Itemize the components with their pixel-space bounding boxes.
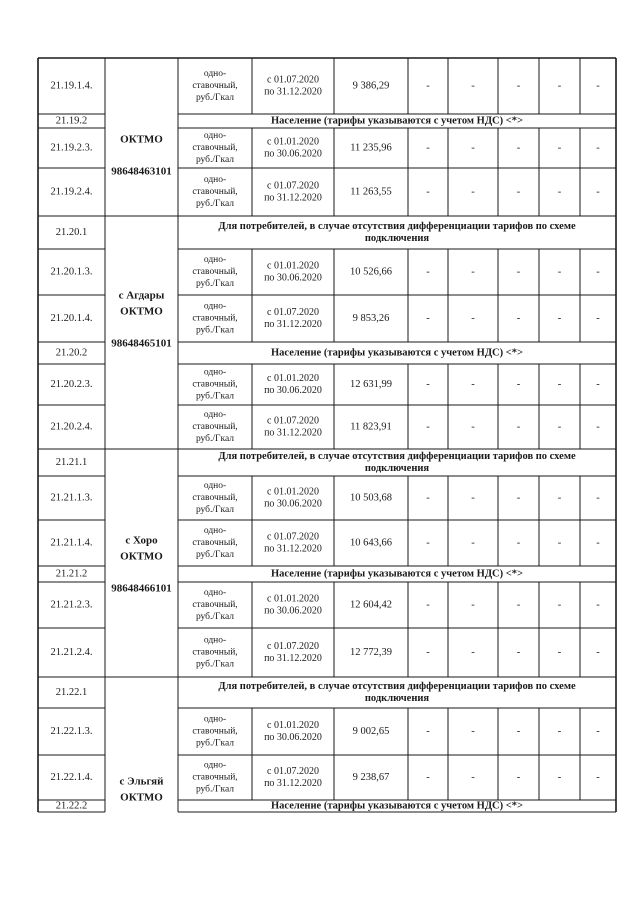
empty-value-dash: - (471, 725, 475, 737)
tariff-period: по 30.06.2020 (264, 605, 322, 617)
row-number: 21.21.1.3. (50, 492, 93, 504)
tariff-unit: ставочный, (192, 313, 238, 324)
row-number: 21.20.2.4. (50, 421, 93, 433)
row-number: 21.22.1.3. (50, 725, 93, 737)
empty-value-dash: - (596, 312, 600, 324)
tariff-unit: ставочный, (192, 600, 238, 611)
tariff-unit: руб./Гкал (195, 391, 235, 402)
group-header: подключения (364, 692, 430, 704)
tariff-unit: руб./Гкал (195, 93, 235, 104)
empty-value-dash: - (596, 142, 600, 154)
empty-value-dash: - (516, 599, 521, 611)
tariff-period: по 31.12.2020 (264, 777, 322, 789)
row-number: 21.20.1.3. (50, 266, 93, 278)
tariff-unit: руб./Гкал (195, 550, 235, 561)
tariff-value: 12 772,39 (350, 646, 392, 658)
tariff-period: с 01.01.2020 (267, 372, 319, 384)
tariff-value: 9 386,29 (352, 80, 390, 92)
row-number: 21.22.1.4. (50, 771, 93, 783)
tariff-period: с 01.01.2020 (267, 136, 319, 148)
tariff-value: 12 604,42 (350, 599, 392, 611)
tariff-unit: ставочный, (192, 538, 238, 549)
tariff-period: по 31.12.2020 (264, 543, 322, 555)
tariff-unit: одно- (203, 760, 227, 771)
empty-value-dash: - (516, 646, 521, 658)
empty-value-dash: - (426, 421, 430, 433)
tariff-unit: одно- (203, 714, 227, 725)
group-header: Население (тарифы указываются с учетом НДС) <*> (271, 568, 523, 580)
empty-value-dash: - (516, 537, 521, 549)
row-number: 21.19.2.3. (50, 142, 93, 154)
empty-value-dash: - (557, 186, 562, 198)
group-header: подключения (364, 462, 430, 474)
tariff-unit: руб./Гкал (195, 784, 235, 795)
empty-value-dash: - (596, 378, 600, 390)
empty-value-dash: - (596, 492, 600, 504)
empty-value-dash: - (557, 266, 562, 278)
empty-value-dash: - (471, 266, 475, 278)
empty-value-dash: - (426, 492, 430, 504)
empty-value-dash: - (557, 599, 562, 611)
empty-value-dash: - (557, 771, 562, 783)
group-header: Население (тарифы указываются с учетом НДС) <*> (271, 347, 523, 359)
tariff-unit: одно- (203, 255, 227, 266)
empty-value-dash: - (516, 771, 521, 783)
empty-value-dash: - (471, 80, 475, 92)
tariff-unit: руб./Гкал (195, 659, 235, 670)
row-number: 21.21.1 (55, 456, 88, 468)
tariff-period: с 01.01.2020 (267, 486, 319, 498)
row-number: 21.21.2.4. (50, 646, 93, 658)
tariff-period: по 30.06.2020 (264, 384, 322, 396)
empty-value-dash: - (426, 312, 430, 324)
empty-value-dash: - (596, 771, 600, 783)
tariff-value: 9 853,26 (352, 312, 390, 324)
group-header: подключения (364, 232, 430, 244)
settlement-label: 98648466101 (111, 582, 172, 595)
empty-value-dash: - (516, 186, 521, 198)
empty-value-dash: - (426, 599, 430, 611)
group-header: Для потребителей, в случае отсутствия дифференциации тарифов по схеме (218, 450, 576, 462)
empty-value-dash: - (596, 266, 600, 278)
empty-value-dash: - (557, 725, 562, 737)
tariff-period: по 30.06.2020 (264, 731, 322, 743)
tariff-unit: руб./Гкал (195, 325, 235, 336)
empty-value-dash: - (516, 378, 521, 390)
empty-value-dash: - (426, 378, 430, 390)
empty-value-dash: - (516, 492, 521, 504)
empty-value-dash: - (426, 725, 430, 737)
tariff-unit: ставочный, (192, 187, 238, 198)
tariff-unit: руб./Гкал (195, 738, 235, 749)
tariff-period: по 31.12.2020 (264, 192, 322, 204)
tariff-unit: ставочный, (192, 647, 238, 658)
tariff-period: с 01.07.2020 (267, 306, 319, 318)
tariff-unit: руб./Гкал (195, 155, 235, 166)
settlement-label: 98648463101 (111, 165, 172, 178)
settlement-label: ОКТМО (120, 550, 163, 563)
tariff-unit: одно- (203, 481, 227, 492)
tariff-unit: руб./Гкал (195, 612, 235, 623)
empty-value-dash: - (516, 421, 521, 433)
group-header: Для потребителей, в случае отсутствия дифференциации тарифов по схеме (218, 680, 576, 692)
tariff-unit: ставочный, (192, 772, 238, 783)
empty-value-dash: - (516, 725, 521, 737)
empty-value-dash: - (426, 80, 430, 92)
empty-value-dash: - (596, 186, 600, 198)
row-number: 21.22.1 (55, 686, 88, 698)
tariff-unit: ставочный, (192, 81, 238, 92)
empty-value-dash: - (471, 599, 475, 611)
tariff-period: с 01.07.2020 (267, 765, 319, 777)
tariff-unit: одно- (203, 69, 227, 80)
empty-value-dash: - (471, 421, 475, 433)
table-cells (51, 69, 601, 811)
group-header: Для потребителей, в случае отсутствия дифференциации тарифов по схеме (218, 220, 576, 232)
tariff-unit: одно- (203, 131, 227, 142)
empty-value-dash: - (471, 492, 475, 504)
row-number: 21.22.2 (55, 800, 88, 812)
tariff-unit: ставочный, (192, 726, 238, 737)
empty-value-dash: - (557, 646, 562, 658)
settlement-label: ОКТМО (120, 791, 163, 804)
tariff-period: по 31.12.2020 (264, 86, 322, 98)
tariff-unit: руб./Гкал (195, 434, 235, 445)
empty-value-dash: - (471, 537, 475, 549)
group-header: Население (тарифы указываются с учетом НДС) <*> (271, 800, 523, 812)
empty-value-dash: - (557, 378, 562, 390)
tariff-unit: ставочный, (192, 493, 238, 504)
settlement-column (111, 134, 172, 804)
row-number: 21.19.2.4. (50, 186, 93, 198)
empty-value-dash: - (426, 142, 430, 154)
empty-value-dash: - (596, 80, 600, 92)
empty-value-dash: - (471, 378, 475, 390)
tariff-period: по 31.12.2020 (264, 652, 322, 664)
tariff-period: с 01.07.2020 (267, 640, 319, 652)
row-number: 21.19.2 (55, 115, 88, 127)
empty-value-dash: - (557, 80, 562, 92)
settlement-label: ОКТМО (120, 305, 163, 318)
row-number: 21.20.1.4. (50, 312, 93, 324)
tariff-unit: одно- (203, 588, 227, 599)
empty-value-dash: - (516, 312, 521, 324)
settlement-label: с Агдары (118, 289, 165, 302)
empty-value-dash: - (471, 142, 475, 154)
empty-value-dash: - (516, 266, 521, 278)
tariff-period: по 30.06.2020 (264, 148, 322, 160)
tariff-unit: руб./Гкал (195, 199, 235, 210)
row-number: 21.21.1.4. (50, 537, 93, 549)
tariff-value: 11 235,96 (350, 142, 392, 154)
row-number: 21.21.2.3. (50, 599, 93, 611)
empty-value-dash: - (596, 725, 600, 737)
tariff-period: с 01.01.2020 (267, 593, 319, 605)
empty-value-dash: - (426, 537, 430, 549)
empty-value-dash: - (426, 646, 430, 658)
empty-value-dash: - (426, 186, 430, 198)
settlement-label: с Эльгяй (119, 775, 164, 788)
empty-value-dash: - (596, 421, 600, 433)
tariff-value: 11 263,55 (350, 186, 392, 198)
row-number: 21.20.2 (55, 347, 88, 359)
row-number: 21.19.1.4. (50, 80, 93, 92)
tariff-value: 9 002,65 (352, 725, 390, 737)
empty-value-dash: - (426, 771, 430, 783)
tariff-value: 10 503,68 (350, 492, 392, 504)
empty-value-dash: - (471, 186, 475, 198)
empty-value-dash: - (471, 646, 475, 658)
tariff-unit: одно- (203, 410, 227, 421)
group-header: Население (тарифы указываются с учетом НДС) <*> (271, 115, 523, 127)
tariff-unit: ставочный, (192, 379, 238, 390)
empty-value-dash: - (557, 142, 562, 154)
tariff-unit: одно- (203, 635, 227, 646)
empty-value-dash: - (557, 421, 562, 433)
tariff-unit: ставочный, (192, 422, 238, 433)
tariff-period: с 01.01.2020 (267, 719, 319, 731)
empty-value-dash: - (516, 80, 521, 92)
settlement-label: 98648465101 (111, 337, 172, 350)
tariff-unit: руб./Гкал (195, 279, 235, 290)
tariff-unit: одно- (203, 175, 227, 186)
tariff-period: с 01.01.2020 (267, 260, 319, 272)
empty-value-dash: - (557, 312, 562, 324)
tariff-value: 11 823,91 (350, 421, 392, 433)
tariff-period: по 31.12.2020 (264, 427, 322, 439)
empty-value-dash: - (557, 492, 562, 504)
empty-value-dash: - (557, 537, 562, 549)
empty-value-dash: - (471, 771, 475, 783)
tariff-value: 9 238,67 (352, 771, 390, 783)
tariff-value: 10 643,66 (350, 537, 392, 549)
row-number: 21.20.2.3. (50, 378, 93, 390)
tariff-unit: одно- (203, 301, 227, 312)
tariff-period: по 31.12.2020 (264, 318, 322, 330)
tariff-unit: руб./Гкал (195, 505, 235, 516)
empty-value-dash: - (516, 142, 521, 154)
tariff-unit: ставочный, (192, 143, 238, 154)
tariff-period: по 30.06.2020 (264, 272, 322, 284)
tariff-period: с 01.07.2020 (267, 415, 319, 427)
settlement-label: с Хоро (125, 534, 158, 547)
empty-value-dash: - (596, 537, 600, 549)
empty-value-dash: - (596, 646, 600, 658)
tariff-unit: одно- (203, 367, 227, 378)
row-number: 21.20.1 (55, 226, 88, 238)
tariff-period: по 30.06.2020 (264, 498, 322, 510)
tariff-value: 10 526,66 (350, 266, 392, 278)
empty-value-dash: - (471, 312, 475, 324)
tariff-period: с 01.07.2020 (267, 74, 319, 86)
tariff-value: 12 631,99 (350, 378, 392, 390)
tariff-unit: ставочный, (192, 267, 238, 278)
row-number: 21.21.2 (55, 568, 88, 580)
tariff-period: с 01.07.2020 (267, 180, 319, 192)
settlement-label: ОКТМО (120, 133, 163, 146)
empty-value-dash: - (426, 266, 430, 278)
tariff-unit: одно- (203, 526, 227, 537)
tariff-period: с 01.07.2020 (267, 531, 319, 543)
empty-value-dash: - (596, 599, 600, 611)
